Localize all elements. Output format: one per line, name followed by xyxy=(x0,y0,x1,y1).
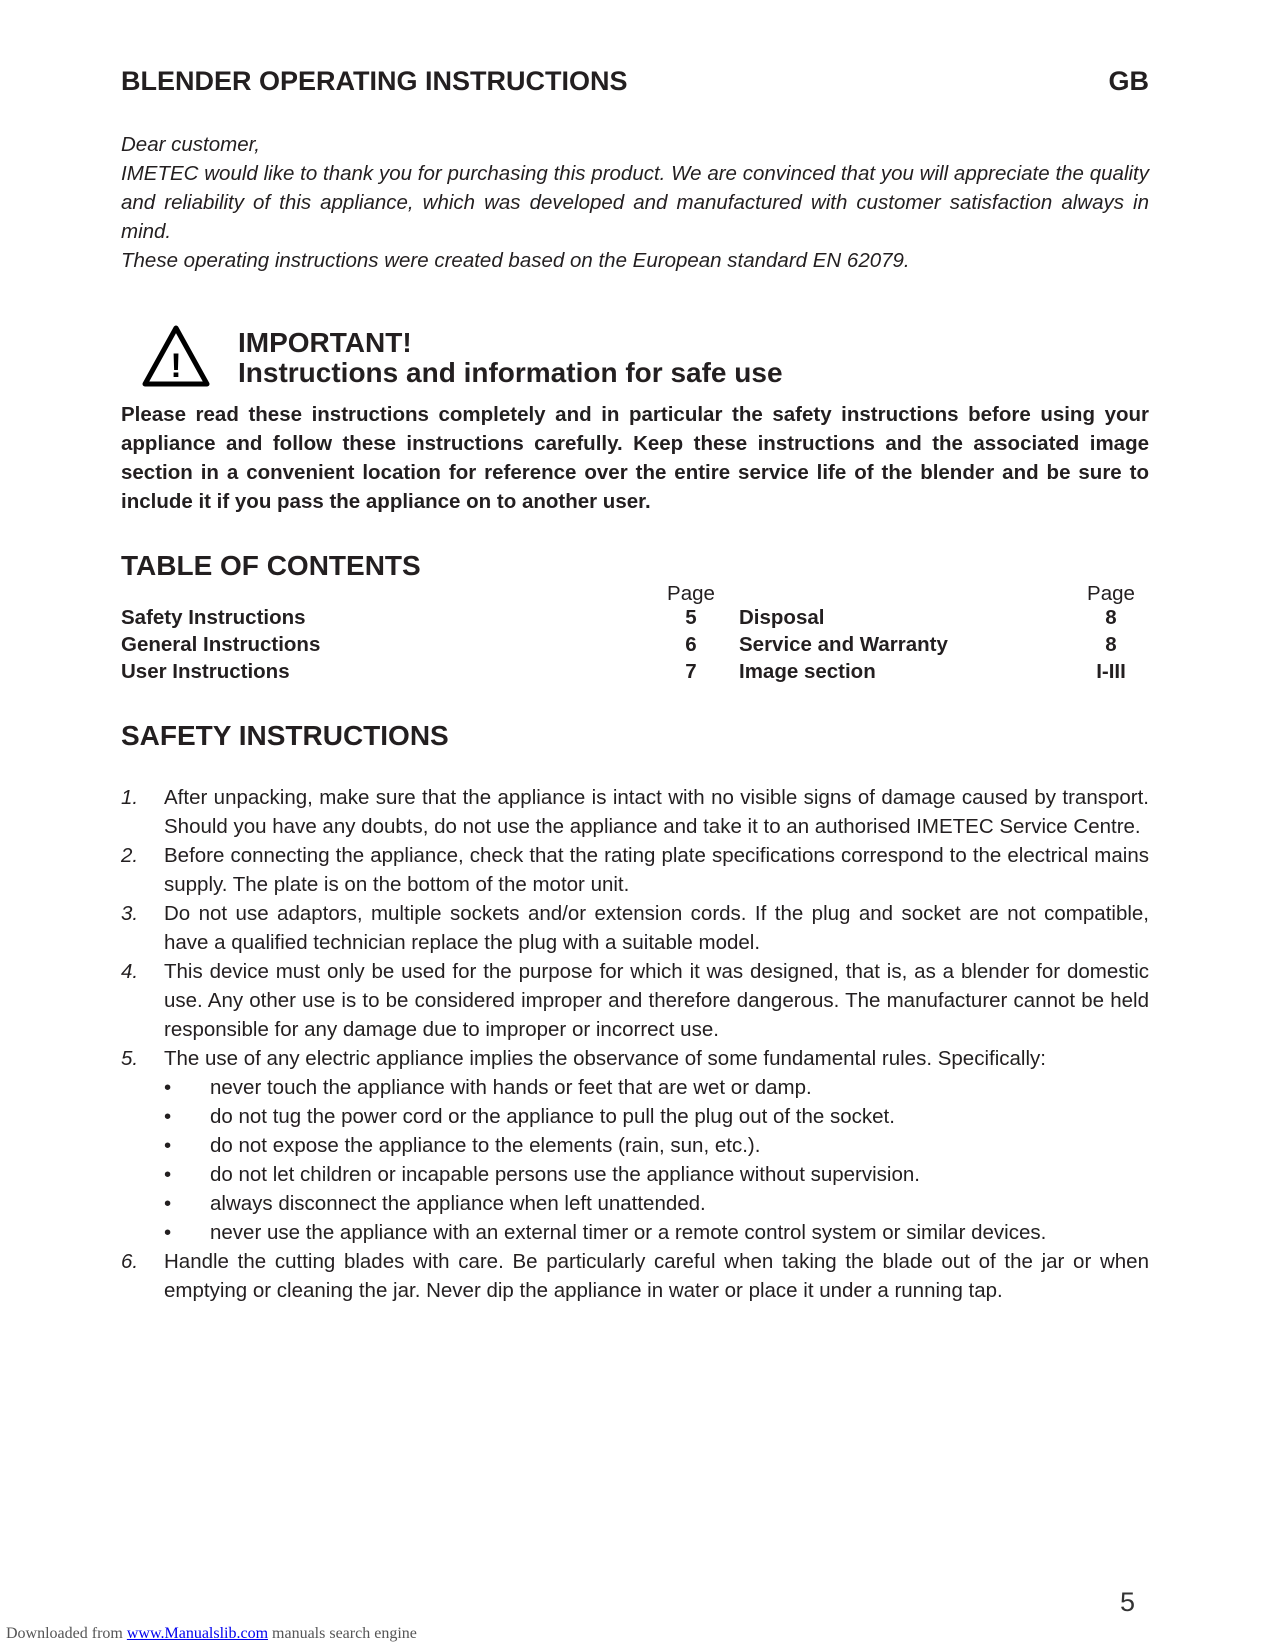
toc-entry xyxy=(739,660,1139,687)
safety-item-text: Before connecting the appliance, check that the rating plate specifications correspond to the electrical mains supply. The plate is on the bottom of the motor unit. xyxy=(164,844,1149,896)
footer-prefix: Downloaded from xyxy=(6,1625,127,1642)
toc-entry xyxy=(121,606,711,633)
warning-exclamation-mark: ! xyxy=(170,347,182,385)
toc-entry xyxy=(739,633,1139,660)
rule-item xyxy=(164,1218,1149,1247)
safety-item-number: 6. xyxy=(121,1250,139,1273)
safe-use-heading: Instructions and information for safe use xyxy=(238,357,783,388)
manualslib-link[interactable]: www.Manualslib.com xyxy=(126,1625,269,1642)
safe-use-paragraph: Please read these instructions completely and in particular the safety instructions before using your appliance and follow these instructions carefully. Keep these instructions and the associated image section in a convenient location for reference over the entire service life of the blender and be sure to include it if you pass the appliance on to another user. xyxy=(121,403,1149,513)
safety-item xyxy=(121,957,1149,1044)
document-title: BLENDER OPERATING INSTRUCTIONS xyxy=(121,66,628,96)
rule-item xyxy=(164,1160,1149,1189)
bullet-point: • xyxy=(164,1105,172,1128)
safety-item-number: 4. xyxy=(121,960,139,983)
rule-text: do not expose the appliance to the elements (rain, sun, etc.). xyxy=(210,1134,761,1157)
important-heading xyxy=(238,328,783,388)
important-notice xyxy=(142,322,1142,394)
important-label: IMPORTANT! xyxy=(238,327,412,358)
toc-entry-page: 8 xyxy=(1105,633,1117,656)
toc-entry-page: 7 xyxy=(685,660,697,683)
rule-text: always disconnect the appliance when left unattended. xyxy=(210,1192,706,1215)
safety-instructions-list xyxy=(121,783,1149,1305)
toc-entry-label: Service and Warranty xyxy=(739,633,948,656)
safety-item-number: 1. xyxy=(121,786,139,809)
language-code: GB xyxy=(1108,66,1149,96)
safety-item-text: After unpacking, make sure that the appliance is intact with no visible signs of damage caused by transport. Should you have any doubts, do not use the appliance and take it to an authorised IMETEC Service Centre. xyxy=(164,786,1149,838)
toc-entry-label: Image section xyxy=(739,660,876,683)
page-number: 5 xyxy=(1120,1587,1136,1617)
rule-item xyxy=(164,1131,1149,1160)
safety-item-number: 3. xyxy=(121,902,139,925)
toc-entry xyxy=(121,633,711,660)
rule-text: never touch the appliance with hands or feet that are wet or damp. xyxy=(210,1076,812,1099)
bullet-point: • xyxy=(164,1134,172,1157)
page-header xyxy=(121,66,1149,102)
safety-item-text: Handle the cutting blades with care. Be particularly careful when taking the blade out of the jar or when emptying or cleaning the jar. Never dip the appliance in water or place it under a running tap. xyxy=(164,1250,1149,1302)
bullet-point: • xyxy=(164,1076,172,1099)
toc-entry-page: 8 xyxy=(1105,606,1117,629)
safety-item-text: Do not use adaptors, multiple sockets and/or extension cords. If the plug and socket are not compatible, have a qualified technician replace the plug with a suitable model. xyxy=(164,902,1149,954)
rule-item xyxy=(164,1189,1149,1218)
safety-item xyxy=(121,899,1149,957)
rule-text: do not tug the power cord or the appliance to pull the plug out of the socket. xyxy=(210,1105,895,1128)
toc-entry-label: User Instructions xyxy=(121,660,290,683)
intro-text xyxy=(121,130,1149,275)
toc-entry-label: Disposal xyxy=(739,606,825,629)
toc-entry-page: 5 xyxy=(685,606,697,629)
toc-entry xyxy=(121,660,711,687)
rule-item xyxy=(164,1073,1149,1102)
warning-triangle-icon xyxy=(142,325,210,387)
toc-entry-label: Safety Instructions xyxy=(121,606,306,629)
safety-item xyxy=(121,783,1149,841)
intro-standard-note: These operating instructions were created based on the European standard EN 62079. xyxy=(121,249,910,272)
safety-instructions-title: SAFETY INSTRUCTIONS xyxy=(121,720,449,751)
rule-item xyxy=(164,1102,1149,1131)
bullet-point: • xyxy=(164,1221,172,1244)
toc-title: TABLE OF CONTENTS xyxy=(121,550,421,581)
fundamental-rules-list xyxy=(164,1073,1149,1247)
table-of-contents xyxy=(121,582,1161,692)
safety-item-number: 5. xyxy=(121,1047,139,1070)
toc-page-header: Page xyxy=(667,582,715,605)
safety-item-text: The use of any electric appliance implies the observance of some fundamental rules. Specifically: xyxy=(164,1047,1046,1070)
footer-suffix: manuals search engine xyxy=(268,1625,417,1642)
toc-entry-page: 6 xyxy=(685,633,697,656)
intro-paragraph: IMETEC would like to thank you for purchasing this product. We are convinced that you will appreciate the quality and reliability of this appliance, which was developed and manufactured with customer satisfaction always in mind. xyxy=(121,162,1149,243)
toc-entry xyxy=(739,606,1139,633)
safety-item xyxy=(121,1247,1149,1305)
toc-entry-label: General Instructions xyxy=(121,633,321,656)
download-footer xyxy=(6,1625,417,1643)
safety-item xyxy=(121,841,1149,899)
toc-page-header: Page xyxy=(1087,582,1135,605)
bullet-point: • xyxy=(164,1163,172,1186)
toc-entry-page: I-III xyxy=(1096,660,1126,683)
intro-greeting: Dear customer, xyxy=(121,133,260,156)
rule-text: do not let children or incapable persons use the appliance without supervision. xyxy=(210,1163,920,1186)
safety-item xyxy=(121,1044,1149,1247)
bullet-point: • xyxy=(164,1192,172,1215)
rule-text: never use the appliance with an external timer or a remote control system or similar devices. xyxy=(210,1221,1047,1244)
safety-item-number: 2. xyxy=(121,844,139,867)
safety-item-text: This device must only be used for the purpose for which it was designed, that is, as a blender for domestic use. Any other use is to be considered improper and therefore dangerous. The manufacturer cannot be held responsible for any damage due to improper or incorrect use. xyxy=(164,960,1149,1041)
